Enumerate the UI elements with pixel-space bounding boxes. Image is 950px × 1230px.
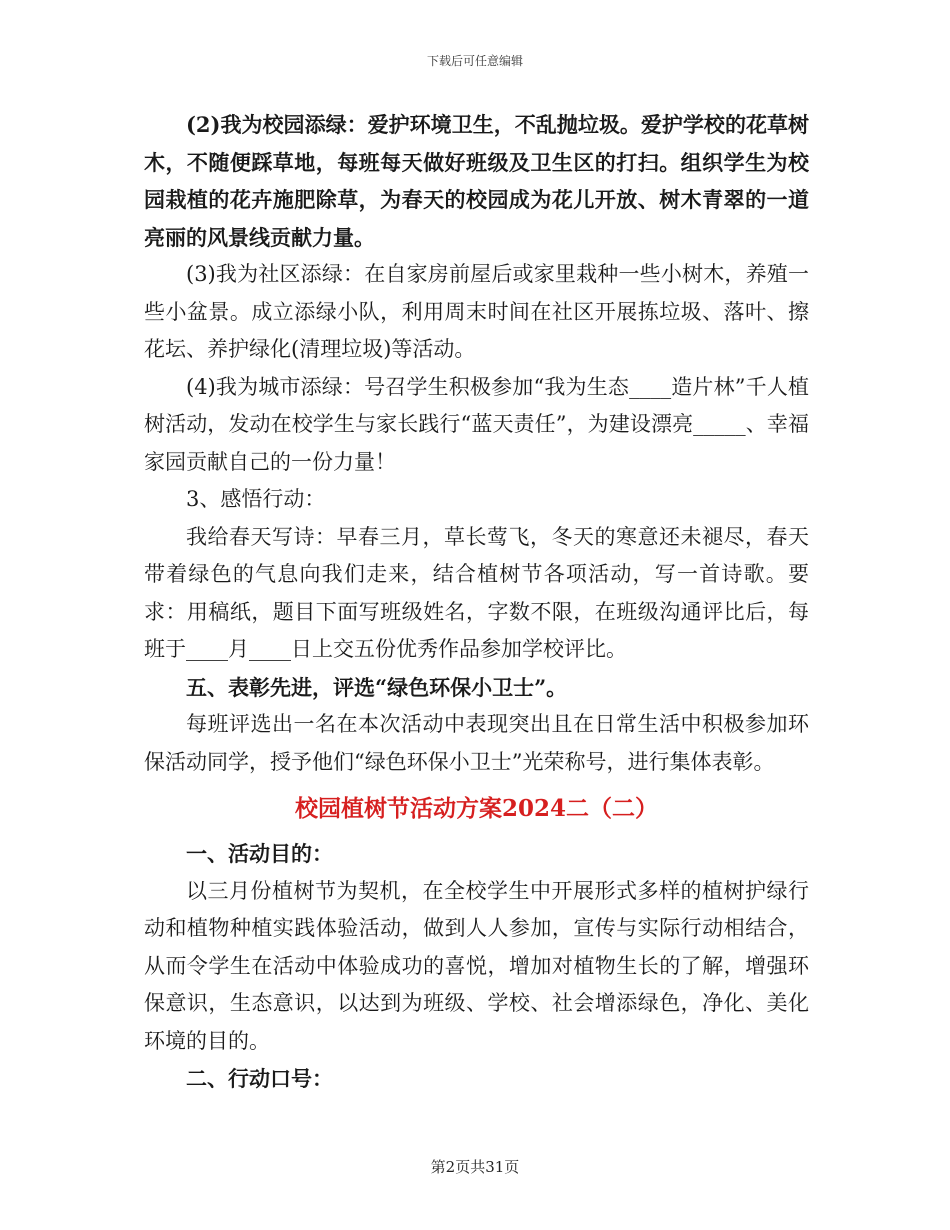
paragraph-reflection-heading: 3、感悟行动：: [186, 487, 326, 511]
heading-action-slogan: 二、行动口号：: [186, 1066, 333, 1091]
paragraph-campus-green: (2)我为校园添绿：爱护环境卫生，不乱抛垃圾。爱护学校的花草树木，不随便踩草地，每班每天做好班级及卫生区的打扫。组织学生为校园栽植的花卉施肥除草，为春天的校园成为花儿开放、树木青翠的一道亮丽的风景线贡献力量。: [144, 112, 809, 250]
heading-commendation: 五、表彰先进，评选“绿色环保小卫士”。: [186, 674, 568, 700]
paragraph-city-green: (4)我为城市添绿：号召学生积极参加“我为生态____造片林”千人植树活动，发动在校学生与家长践行“蓝天责任”，为建设漂亮_____、幸福家园贡献自己的一份力量！: [144, 374, 809, 474]
paragraph-activity-purpose: 以三月份植树节为契机，在全校学生中开展形式多样的植树护绿行动和植物种植实践体验活动，做到人人参加，宣传与实际行动相结合，从而令学生在活动中体验成功的喜悦，增加对植物生长的了解，增强环保意识，生态意识，以达到为班级、学校、社会增添绿色，净化、美化环境的目的。: [144, 878, 809, 1053]
heading-activity-purpose: 一、活动目的：: [186, 841, 333, 866]
paragraph-commendation: 每班评选出一名在本次活动中表现突出且在日常生活中积极参加环保活动同学，授予他们“绿色环保小卫士”光荣称号，进行集体表彰。: [144, 712, 809, 774]
section-title: 校园植树节活动方案2024二（二）: [294, 795, 658, 822]
document-body: [144, 106, 809, 1098]
paragraph-community-green: (3)我为社区添绿：在自家房前屋后或家里栽种一些小树木，养殖一些小盆景。成立添绿小队，利用周末时间在社区开展拣垃圾、落叶、擦花坛、养护绿化(清理垃圾)等活动。: [144, 262, 809, 361]
page-footer: 第2页共31页: [430, 1158, 520, 1176]
paragraph-spring-poem: 我给春天写诗：早春三月，草长莺飞，冬天的寒意还未褪尽，春天带着绿色的气息向我们走来，结合植树节各项活动，写一首诗歌。要求：用稿纸，题目下面写班级姓名，字数不限，在班级沟通评比后，每班于____月____日上交五份优秀作品参加学校评比。: [144, 524, 809, 661]
page-header-note: 下载后可任意编辑: [426, 54, 523, 68]
